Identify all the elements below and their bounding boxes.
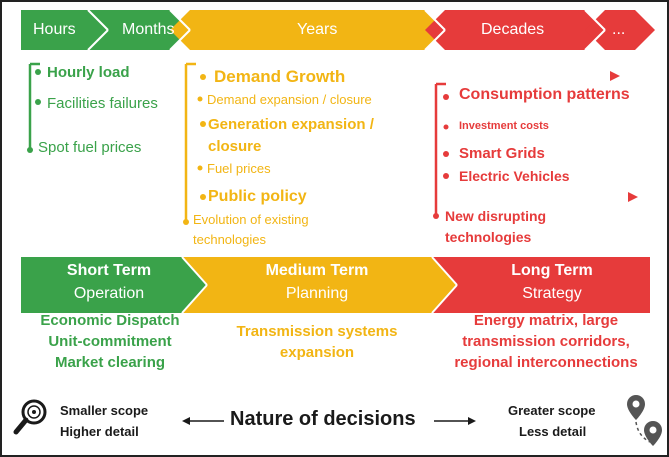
green-bullet: [35, 99, 41, 105]
yellow-bullet: [200, 121, 206, 127]
yellow-bullet: [183, 219, 189, 225]
band-short-title: Short Term: [66, 262, 152, 279]
nature-left-line2: Higher detail: [60, 424, 139, 439]
item-new-disrupting-line2: technologies: [445, 229, 532, 245]
decision-long-2: transmission corridors,: [462, 333, 630, 350]
band-medium-title: Medium Term: [265, 262, 369, 279]
nature-right-line2: Less detail: [519, 424, 587, 439]
item-hourly-load: Hourly load: [47, 64, 130, 81]
item-investment-costs: Investment costs: [459, 120, 549, 132]
red-bullet: [444, 125, 449, 130]
timescale-hours: Hours: [33, 21, 76, 38]
item-smart-grids: Smart Grids: [459, 145, 545, 162]
red-bullet: [443, 173, 449, 179]
item-demand-expansion: Demand expansion / closure: [207, 92, 372, 107]
timescale-more: ...: [612, 21, 626, 38]
red-bullet: [433, 213, 439, 219]
red-bullet: [443, 94, 449, 100]
band-short-sub: Operation: [73, 285, 145, 302]
band-medium-sub: Planning: [285, 285, 349, 302]
magnifier-icon: [16, 401, 45, 432]
item-consumption-patterns: Consumption patterns: [459, 86, 630, 103]
green-bullet: [27, 147, 33, 153]
nature-right-line1: Greater scope: [508, 403, 596, 418]
yellow-bullet: [198, 166, 203, 171]
decision-long-1: Energy matrix, large: [473, 312, 619, 329]
yellow-bullet: [198, 97, 203, 102]
item-facilities-failures: Facilities failures: [47, 95, 158, 112]
band-long-title: Long Term: [511, 262, 593, 279]
timescale-months: Months: [122, 21, 175, 38]
item-generation-expansion-line1: Generation expansion /: [208, 116, 374, 133]
item-public-policy: Public policy: [208, 188, 307, 205]
nature-left-line1: Smaller scope: [60, 403, 149, 418]
item-demand-growth: Demand Growth: [214, 67, 346, 86]
item-new-disrupting-line1: New disrupting: [445, 208, 547, 224]
item-electric-vehicles: Electric Vehicles: [459, 168, 570, 184]
item-evolution-line2: technologies: [193, 232, 266, 247]
item-spot-fuel-prices: Spot fuel prices: [38, 139, 142, 156]
red-bullet: [443, 151, 449, 157]
yellow-bullet: [200, 74, 206, 80]
decision-short-1: Economic Dispatch: [40, 312, 180, 329]
timescale-decades: Decades: [481, 21, 545, 38]
yellow-bullet: [200, 194, 206, 200]
map-pins-icon: [627, 395, 662, 446]
decision-medium-2: expansion: [279, 344, 355, 361]
item-evolution-line1: Evolution of existing: [193, 212, 309, 227]
timescale-years: Years: [297, 21, 338, 38]
nature-center-label: Nature of decisions: [230, 408, 416, 430]
decision-short-2: Unit-commitment: [48, 333, 172, 350]
decision-long-3: regional interconnections: [454, 354, 638, 371]
item-fuel-prices: Fuel prices: [207, 161, 271, 176]
decision-short-3: Market clearing: [54, 354, 166, 371]
decision-medium-1: Transmission systems: [236, 323, 398, 340]
item-generation-expansion-line2: closure: [208, 138, 262, 155]
band-long-sub: Strategy: [522, 285, 582, 302]
green-bullet: [35, 69, 41, 75]
